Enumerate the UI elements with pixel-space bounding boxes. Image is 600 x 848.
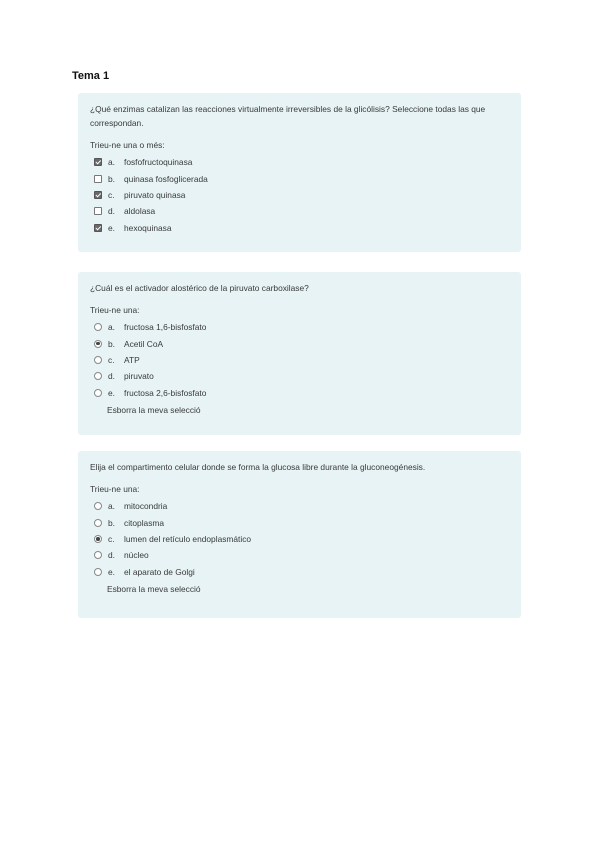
options-list	[90, 154, 509, 236]
option-letter: a.	[108, 157, 115, 168]
clear-selection-link[interactable]: Esborra la meva selecció	[107, 404, 201, 415]
option-letter: c.	[108, 354, 115, 365]
checkbox-checked[interactable]	[94, 158, 102, 166]
option-letter: b.	[108, 338, 115, 349]
question-instruction: Trieu-ne una:	[90, 484, 140, 494]
question-text: ¿Cuál es el activador alostérico de la piruvato carboxilase?	[90, 283, 309, 293]
option-label: fructosa 1,6-bisfosfato	[124, 322, 207, 333]
question-instruction: Trieu-ne una o més:	[90, 140, 165, 150]
option-4[interactable]	[90, 203, 509, 219]
option-5[interactable]	[90, 220, 509, 236]
option-letter: c.	[108, 189, 115, 200]
radio-unselected[interactable]	[94, 372, 102, 380]
option-letter: d.	[108, 206, 115, 217]
radio-unselected[interactable]	[94, 502, 102, 510]
option-label: piruvato quinasa	[124, 189, 186, 200]
radio-unselected[interactable]	[94, 551, 102, 559]
option-letter: e.	[108, 222, 115, 233]
option-label: quinasa fosfoglicerada	[124, 173, 208, 184]
option-label: mitocondria	[124, 501, 168, 512]
checkbox-checked[interactable]	[94, 191, 102, 199]
question-text: Elija el compartimento celular donde se forma la glucosa libre durante la gluconeogénesis.	[90, 462, 426, 472]
option-label: el aparato de Golgi	[124, 566, 195, 577]
option-label: piruvato	[124, 371, 154, 382]
option-letter: e.	[108, 566, 115, 577]
clear-selection-link[interactable]: Esborra la meva selecció	[107, 583, 201, 594]
option-3[interactable]	[90, 531, 509, 547]
question-card-3	[78, 451, 521, 618]
option-label: hexoquinasa	[124, 222, 172, 233]
option-letter: a.	[108, 501, 115, 512]
checkbox-checked[interactable]	[94, 224, 102, 232]
option-label: fructosa 2,6-bisfosfato	[124, 387, 207, 398]
option-label: núcleo	[124, 550, 149, 561]
question-text: ¿Qué enzimas catalizan las reacciones virtualmente irreversibles de la glicólisis? Seleccione todas las que correspondan.	[90, 104, 486, 128]
checkbox-unchecked[interactable]	[94, 207, 102, 215]
option-letter: a.	[108, 322, 115, 333]
options-list	[90, 498, 509, 580]
option-5[interactable]	[90, 564, 509, 580]
option-3[interactable]	[90, 187, 509, 203]
question-card-2	[78, 272, 521, 435]
option-1[interactable]	[90, 154, 509, 170]
checkbox-unchecked[interactable]	[94, 175, 102, 183]
option-2[interactable]	[90, 170, 509, 186]
option-label: lumen del retículo endoplasmático	[124, 533, 252, 544]
option-letter: b.	[108, 517, 115, 528]
option-5[interactable]	[90, 385, 509, 401]
option-2[interactable]	[90, 335, 509, 351]
option-label: aldolasa	[124, 206, 156, 217]
question-card-1	[78, 93, 521, 252]
question-instruction: Trieu-ne una:	[90, 305, 140, 315]
option-2[interactable]	[90, 514, 509, 530]
option-4[interactable]	[90, 368, 509, 384]
radio-unselected[interactable]	[94, 389, 102, 397]
option-letter: d.	[108, 550, 115, 561]
radio-unselected[interactable]	[94, 568, 102, 576]
radio-unselected[interactable]	[94, 323, 102, 331]
option-4[interactable]	[90, 547, 509, 563]
radio-selected[interactable]	[94, 535, 102, 543]
radio-selected[interactable]	[94, 340, 102, 348]
radio-unselected[interactable]	[94, 519, 102, 527]
option-label: Acetil CoA	[124, 338, 164, 349]
option-label: citoplasma	[124, 517, 165, 528]
option-3[interactable]	[90, 352, 509, 368]
option-label: fosfofructoquinasa	[124, 157, 193, 168]
option-1[interactable]	[90, 319, 509, 335]
radio-unselected[interactable]	[94, 356, 102, 364]
option-letter: e.	[108, 387, 115, 398]
option-label: ATP	[124, 354, 140, 365]
page-title: Tema 1	[72, 70, 110, 82]
option-letter: d.	[108, 371, 115, 382]
options-list	[90, 319, 509, 401]
option-1[interactable]	[90, 498, 509, 514]
option-letter: c.	[108, 533, 115, 544]
option-letter: b.	[108, 173, 115, 184]
